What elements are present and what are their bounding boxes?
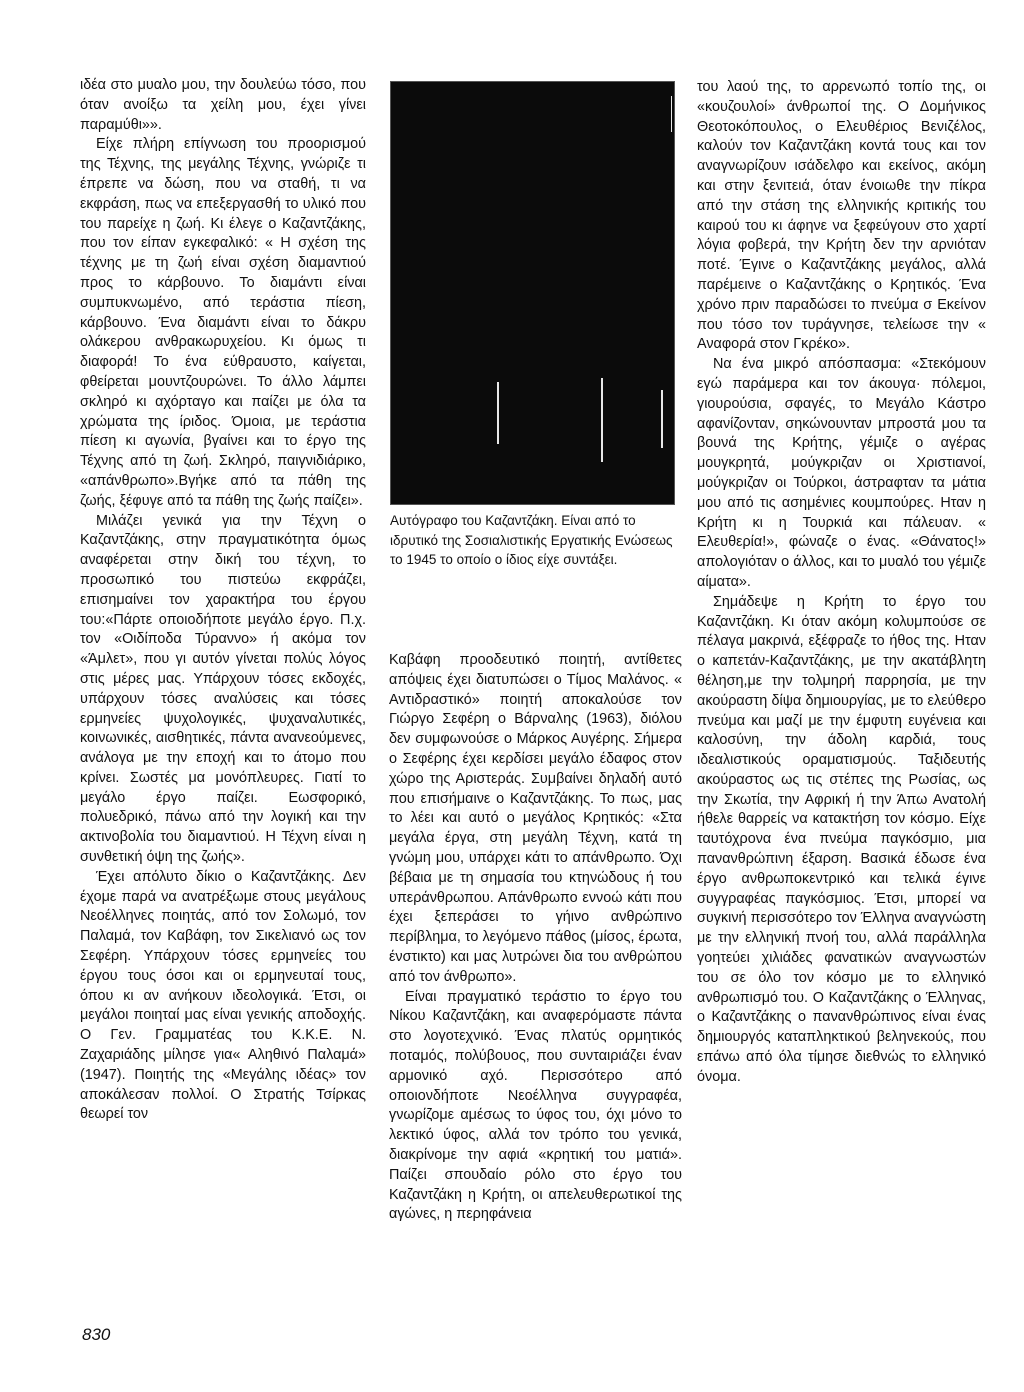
paragraph: Καβάφη προοδευτικό ποιητή, αντίθετες απόψεις έχει διατυπώσει ο Τίμος Μαλάνος. « Αντιδραστικό» ποιητή αποκαλούσε τον Γιώργο Σεφέρη ο Βάρναλης (1963), διόλου δεν συμφωνούσε ο Μάρκος Αυγέρης. Σήμερα ο Σεφέρης έχει κερδίσει μεγάλο έδαφος στον χώρο της Αριστεράς. Συμβαίνει δηλαδή αυτό που επισήμαινε ο Καζαντζάκης. Το πως, μας το λέει και αυτό ο μεγάλος Κρητικός: «Στα μεγάλα έργα, στη μεγάλη Τέχνη, κατά τη γνώμη μου, υπάρχει κάτι το απάνθρωπο. Όχι βέβαια με τη σημασία του κτηνώδους ή του υπεράνθρωπου. Απάνθρωπο εννοώ κάτι που έχει ξεπεράσει το γήινο ανθρώπινο περίβλημα, το λεγόμενο πάθος (μίσος, έρωτα, ένστικτο) και μας λυτρώνει δια του ανθρώπου από τον άνθρωπο». [389,652,682,985]
paragraph: του λαού της, το αρρενωπό τοπίο της, οι «κουζουλοί» άνθρωποί της. Ο Δομήνικος Θεοτοκόπουλος, ο Ελευθέριος Βενιζέλος, καλούν τον Καζαντζάκη κοντά τους και τον αναγνωρίζουν ισάδελφο και εκείνος, ακόμη και στην ξενιτειά, όταν ένοιωθε την πίκρα από την στάση της ελληνικής κριτικής του καιρού του κι άφηνε να ξεφεύγουν στο χαρτί λόγια φοβερά, την Κρήτη δεν την αρνιόταν ποτέ. Έγινε ο Καζαντζάκης μεγάλος, αλλά παρέμεινε ο Καζαντζάκης ο Κρητικός. Ένα χρόνο πριν παραδώσει το πνεύμα σ Εκείνον που τόσο τον τυράγνησε, τελείωσε την « Αναφορά στον Γκρέκο». [697,79,986,353]
autograph-photo [390,81,675,505]
paragraph: Να ένα μικρό απόσπασμα: «Στεκόμουν εγώ παράμερα και τον άκουγα· πόλεμοι, γιουρούσια, σφαγές, το Μεγάλο Κάστρο αφανίζονταν, σηκώνουνταν μπροστά μου τα βουνά της Κρήτης, γέμιζε ο αγέρας μουγκρητά, μούγκριζαν οι Χριστιανοί, μούγκριζαν οι Τούρκοι, άστραφταν τα μάτια μου από τις ασημένιες κουμπούρες. Ηταν η Κρήτη κι η Τουρκιά και πάλευαν. « Ελευθερία!», φώναζε ο ένας. «Θάνατος!» απολογιόταν ο άλλος, και το μυαλό του γέμιζε αίματα». [697,356,986,590]
paragraph: Μιλάζει γενικά για την Τέχνη ο Καζαντζάκης, στην πραγματικότητα όμως αναφέρεται στην δική του τέχνη, το προσωπικό του πιστεύω εκφράζει, επισημαίνει τον χαρακτήρα του έργου του:«Πάρτε οποιοδήποτε μεγάλο έργο. Π.χ. τον «Οιδίποδα Τύραννο» ή ακόμα τον «Άμλετ», που γι αυτόν γίνεται πολύς λόγος στις μέρες μας. Υπάρχουν τόσες εκδοχές, υπάρχουν τόσες αναλύσεις και τόσες ερμηνείες ψυχολογικές, ψυχαναλυτικές, κοινωνικές, αισθητικές, πάντα ανανεούμενες, ανάλογα με την εποχή και το άτομο που κρίνει. Σωστές μα μονόπλευρες. Γιατί το μεγάλο έργο παίζει. Εωσφορικό, πολυεδρικό, πάνω από την λογική και την ακτινοβολία του διαμαντιού. Η Τέχνη είναι η συνθετική όψη της ζωής». [80,512,366,866]
paragraph: Είχε πλήρη επίγνωση του προορισμού της Τέχνης, της μεγάλης Τέχνης, γνώριζε τι έπρεπε να δώση, που να σταθή, τι να εκφράση, πως να επεξεργασθή το υλικό που του παρείχε η ζωή. Κι έλεγε ο Καζαντζάκης, που τον είπαν εγκεφαλικό: « Η σχέση της τέχνης με τη ζωή είναι σχέση διαμαντιού προς το κάρβουνο. Το διαμάντι είναι συμπυκνωμένο, από τεράστια πίεση, κάρβουνο. Ένα διαμάντι είναι το δάκρυ ολάκερου ανθρακωρυχείου. Κι όμως τι διαφορά! Το ένα εύθραυστο, καίγεται, φθείρεται μουντζουρώνει. Το άλλο λάμπει σκληρό κι αχόρταγο και παίζει με όλα τα χρώματα της ίριδος. Όμοια, με τεράστια πίεση κι αγωνία, βγαίνει και το έργο της Τέχνης από τη ζωή. Σκληρό, παιγνιδιάρικο, «απάνθρωπο».Βγήκε από τα πάθη της ζωής, ξέφυγε από τα πάθη της ζωής παίζει». [80,136,366,509]
page-number: 830 [82,1325,111,1344]
paragraph: Έχει απόλυτο δίκιο ο Καζαντζάκης. Δεν έχομε παρά να ανατρέξωμε στους μεγάλους Νεοέλληνες ποιητάς, από τον Σολωμό, τον Παλαμά, τον Καβάφη, τον Σικελιανό ως τον Σεφέρη. Υπάρχουν τόσες ερμηνείες του έργου τους όσοι και οι ερμηνευταί τους, όπου κι αν ανήκουν ιδεολογικά. Έτσι, οι μεγάλοι ποιηταί μας είναι γενικής αποδοχής. Ο Γεν. Γραμματέας του Κ.Κ.Ε. Ν. Ζαχαριάδης μίλησε για« Αληθινό Παλαμά» (1947). Ποιητής της «Μεγάλης ιδέας» τον αποκάλεσαν πολλοί. Ο Στρατής Τσίρκας θεωρεί τον [80,868,366,1123]
column-right [697,78,986,1088]
paragraph: Σημάδεψε η Κρήτη το έργο του Καζαντζάκη. Κι όταν ακόμη κολυμπούσε σε πέλαγα μακρινά, εξέφραζε το ήθος της. Ηταν ο καπετάν-Καζαντζάκης, με την ακατάβλητη θέληση,με την τολμηρή παρρησία, με την ακούραστη δίψα δημιουργίας, με το ελεύθερο πνεύμα και μαζί με την έμφυτη ευγένεια και καλοσύνη, την άδολη καρδιά, τους ιδεαλιστικούς οραματισμούς. Ταξιδευτής ακούραστος ως τις στέπες της Ρωσίας, ως την Σκωτία, την Αφρική ή την Άπω Ανατολή ήθελε θαρρείς να κατακτήση τον κόσμο. Είχε ταυτόχρονα ένα πνεύμα παγκόσμιο, μια πανανθρώπινη έξαρση. Βασικά έδωσε ένα έργο ανθρωποκεντρικό και τελικά έγινε συγγραφέας παγκόσμιος. Έτσι, μπορεί να συγκινή περισσότερο τον Έλληνα αναγνώστη με την ελληνική πνοή του, αλλά παράλληλα γοητεύει χιλιάδες φανατικών αναγνωστών του σε όλο τον κόσμο με το ελληνικό ανθρωπισμό του. Ο Καζαντζάκης ο Έλληνας, ο Καζαντζάκης ο πανανθρώπινος είναι ένας δημιουργός καταπληκτικού βεληνεκούς, που επάνω από όλα τίμησε διεθνώς το ελληνικό όνομα. [697,593,987,1085]
paragraph: ιδέα στο μυαλο μου, την δουλεύω τόσο, που όταν ανοίξω τα χείλη μου, έχει γίνει παραμύθι»». [80,77,366,133]
paragraph: Είναι πραγματικό τεράστιο το έργο του Νίκου Καζαντζάκη, και αναφερόμαστε πάντα στο λογοτεχνικό. Ένας πλατύς ορμητικός ποταμός, πολύβουος, που συνταιριάζει έναν αρμονικό αχό. Περισσότερο από οποιονδήποτε Νεοέλληνα συγγραφέα, γνωρίζομε αμέσως το ύφος του, όχι μόνο το λεκτικό ύφος, αλλά τον τρόπο του γενικά, διακρίνομε την αφιά «κρητική του ματιά». Παίζει σπουδαίο ρόλο στο έργο του Καζαντζάκη η Κρήτη, οι απελευθερωτικοί της αγώνες, η περηφάνεια [389,988,682,1223]
column-left [80,76,366,1125]
photo-caption: Αυτόγραφο του Καζαντζάκη. Είναι από το ιδρυτικό της Σοσιαλιστικής Εργατικής Ενώσεως το 1945 το οποίο ο ίδιος είχε συντάξει. [390,513,673,567]
column-middle [389,651,682,1225]
